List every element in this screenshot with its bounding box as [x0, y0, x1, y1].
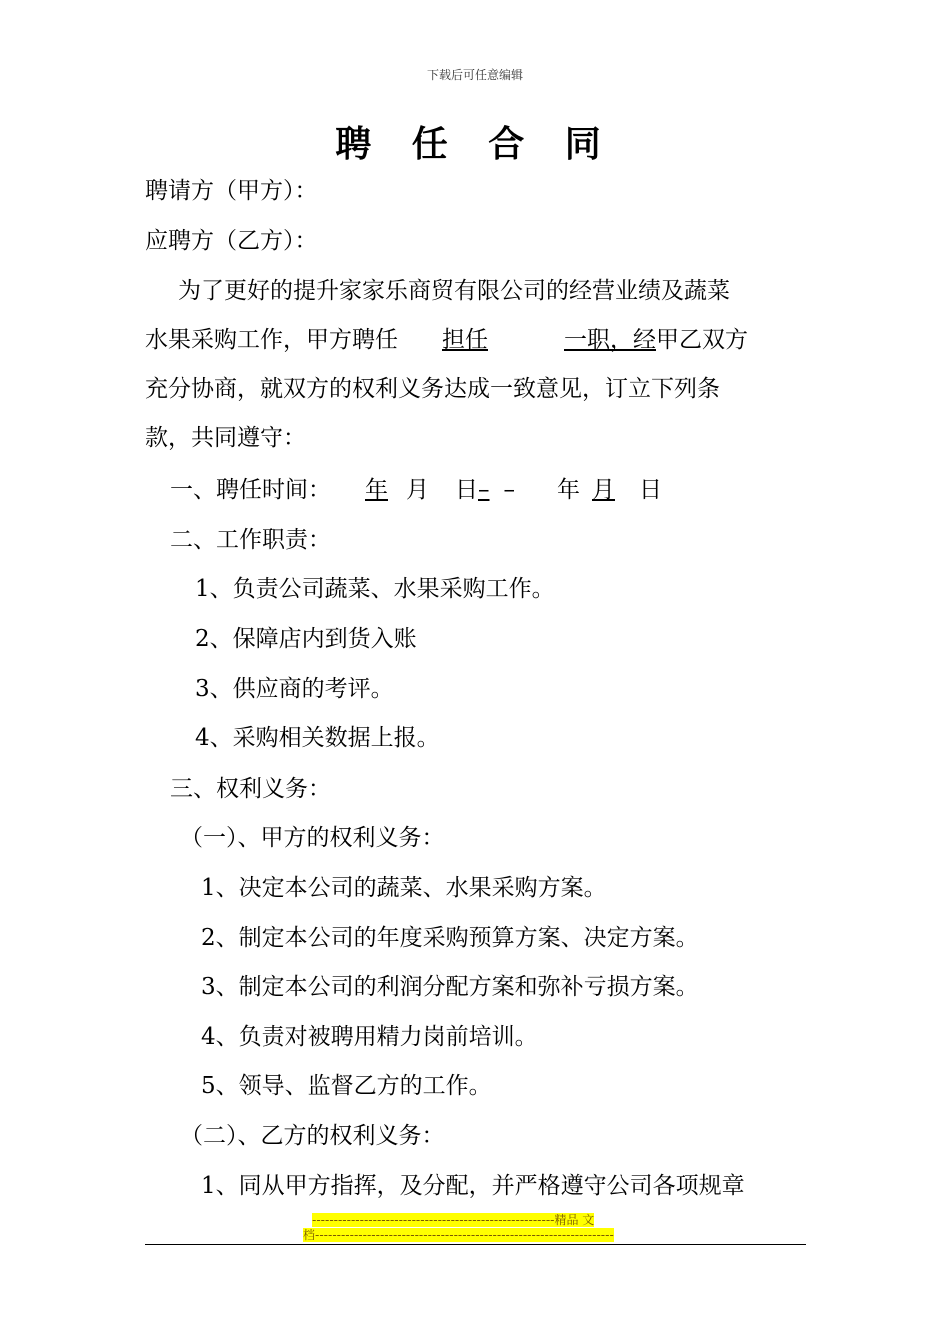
party-a-right-item: 4、负责对被聘用精力岗前培训。 — [201, 1024, 538, 1050]
watermark-text-2: 档--------------------------------------------------------------------- — [303, 1228, 614, 1242]
duties-title: 二、工作职责： — [170, 527, 331, 553]
intro-line-2-text: 水果采购工作，甲方聘任 — [145, 327, 398, 353]
term-dash — [478, 477, 498, 503]
duty-item: 1、负责公司蔬菜、水果采购工作。 — [195, 576, 555, 602]
term-year-blank — [331, 477, 388, 503]
intro-line-1: 为了更好的提升家家乐商贸有限公司的经营业绩及蔬菜 — [178, 278, 730, 304]
term-year2: 年 — [557, 477, 580, 503]
party-a-right-item: 5、领导、监督乙方的工作。 — [201, 1073, 492, 1099]
term-blank-1 — [672, 477, 698, 503]
watermark-line-1 — [0, 1213, 950, 1227]
rights-title: 三、权利义务： — [170, 776, 331, 802]
party-a-right-item: 1、决定本公司的蔬菜、水果采购方案。 — [201, 875, 607, 901]
term-dash-1: – — [478, 477, 490, 503]
party-b-right-item: 1、同从甲方指挥，及分配，并严格遵守公司各项规章 — [201, 1173, 745, 1199]
intro-line-2-post: 一职，经 — [564, 327, 656, 353]
party-a-right-item: 3、制定本公司的利润分配方案和弥补亏损方案。 — [201, 974, 699, 1000]
term-month1: 月 — [406, 477, 429, 503]
intro-line-2-tail: 甲乙双方 — [656, 327, 748, 353]
term-dash-2: – — [503, 477, 515, 503]
term-label: 一、聘任时间： — [170, 477, 331, 503]
intro-line-2-role: 担任 — [442, 327, 488, 353]
duty-item: 3、供应商的考评。 — [195, 676, 394, 702]
term-month2: 月 — [592, 477, 615, 503]
party-b-rights-title: （二）、乙方的权利义务： — [180, 1123, 445, 1149]
intro-line-2 — [145, 325, 748, 355]
position-blank — [412, 327, 488, 353]
term-year1: 年 — [365, 477, 388, 503]
watermark-line-2 — [0, 1228, 950, 1242]
duty-item: 4、采购相关数据上报。 — [195, 725, 440, 751]
page-header: 下载后可任意编辑 — [426, 68, 523, 82]
term-day1: 日 — [455, 477, 478, 503]
intro-line-4: 款，共同遵守： — [145, 425, 306, 451]
term-month-blank — [429, 477, 455, 503]
term-line — [170, 475, 748, 505]
duty-item: 2、保障店内到货入账 — [195, 626, 417, 652]
footer-rule — [145, 1244, 806, 1245]
party-a-rights-title: （一）、甲方的权利义务： — [180, 825, 445, 851]
term-day2: 日 — [639, 477, 662, 503]
term-month2-blank — [586, 477, 639, 503]
term-blank-2 — [720, 477, 748, 503]
party-b-line: 应聘方（乙方）： — [145, 228, 318, 254]
post-blank — [540, 327, 656, 353]
watermark-text-1: --------------------------------------------------------精品 文 — [312, 1213, 595, 1227]
party-a-line: 聘请方（甲方）： — [145, 178, 318, 204]
party-a-right-item: 2、制定本公司的年度采购预算方案、决定方案。 — [201, 925, 699, 951]
intro-line-3: 充分协商，就双方的权利义务达成一致意见，订立下列条 — [145, 376, 720, 402]
document-title: 聘 任 合 同 — [335, 123, 615, 165]
